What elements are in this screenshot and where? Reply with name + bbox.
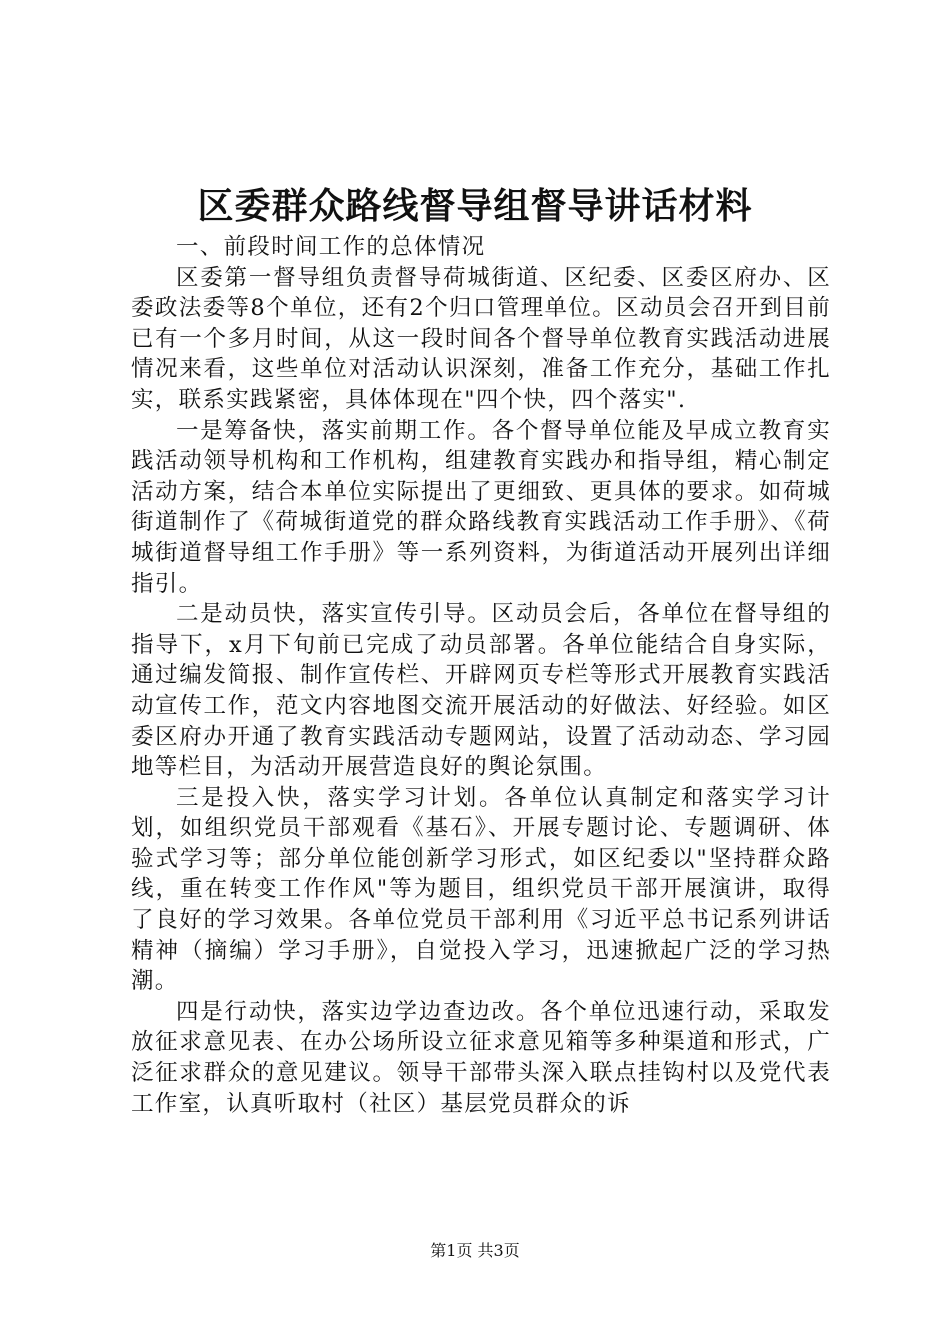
page-footer: 第1页 共3页 xyxy=(430,1241,520,1260)
paragraph-mobilization: 二是动员快，落实宣传引导。区动员会后，各单位在督导组的指导下，x月下旬前已完成了动员部署。各单位能结合自身实际，通过编发简报、制作宣传栏、开辟网页专栏等形式开展教育实践活动宣传工作，范文内容地图交流开展活动的好做法、好经验。如区委区府办开通了教育实践活动专题网站，设置了活动动态、学习园地等栏目，为活动开展营造良好的舆论氛围。 xyxy=(131,601,831,781)
document-title: 区委群众路线督导组督导讲话材料 xyxy=(197,185,753,227)
section-heading: 一、前段时间工作的总体情况 xyxy=(176,234,486,260)
paragraph-study: 三是投入快，落实学习计划。各单位认真制定和落实学习计划，如组织党员干部观看《基石》、开展专题讨论、专题调研、体验式学习等；部分单位能创新学习形式，如区纪委以"坚持群众路线，重在转变工作作风"等为题目，组织党员干部开展演讲，取得了良好的学习效果。各单位党员干部利用《习近平总书记系列讲话精神（摘编）学习手册》，自觉投入学习，迅速掀起广泛的学习热潮。 xyxy=(131,784,831,995)
document-body xyxy=(131,232,831,1119)
paragraph-action: 四是行动快，落实边学边查边改。各个单位迅速行动，采取发放征求意见表、在办公场所设立征求意见箱等多种渠道和形式，广泛征求群众的意见建议。领导干部带头深入联点挂钩村以及党代表工作室，认真听取村（社区）基层党员群众的诉 xyxy=(131,998,831,1117)
paragraph-preparation: 一是筹备快，落实前期工作。各个督导单位能及早成立教育实践活动领导机构和工作机构，组建教育实践办和指导组，精心制定活动方案，结合本单位实际提出了更细致、更具体的要求。如荷城街道制作了《荷城街道党的群众路线教育实践活动工作手册》、《荷城街道督导组工作手册》等一系列资料，为街道活动开展列出详细指引。 xyxy=(131,417,831,597)
paragraph-overview: 区委第一督导组负责督导荷城街道、区纪委、区委区府办、区委政法委等8个单位，还有2个归口管理单位。区动员会召开到目前已有一个多月时间，从这一段时间各个督导单位教育实践活动进展情况来看，这些单位对活动认识深刻，准备工作充分，基础工作扎实，联系实践紧密，具体体现在"四个快，四个落实". xyxy=(131,264,831,413)
